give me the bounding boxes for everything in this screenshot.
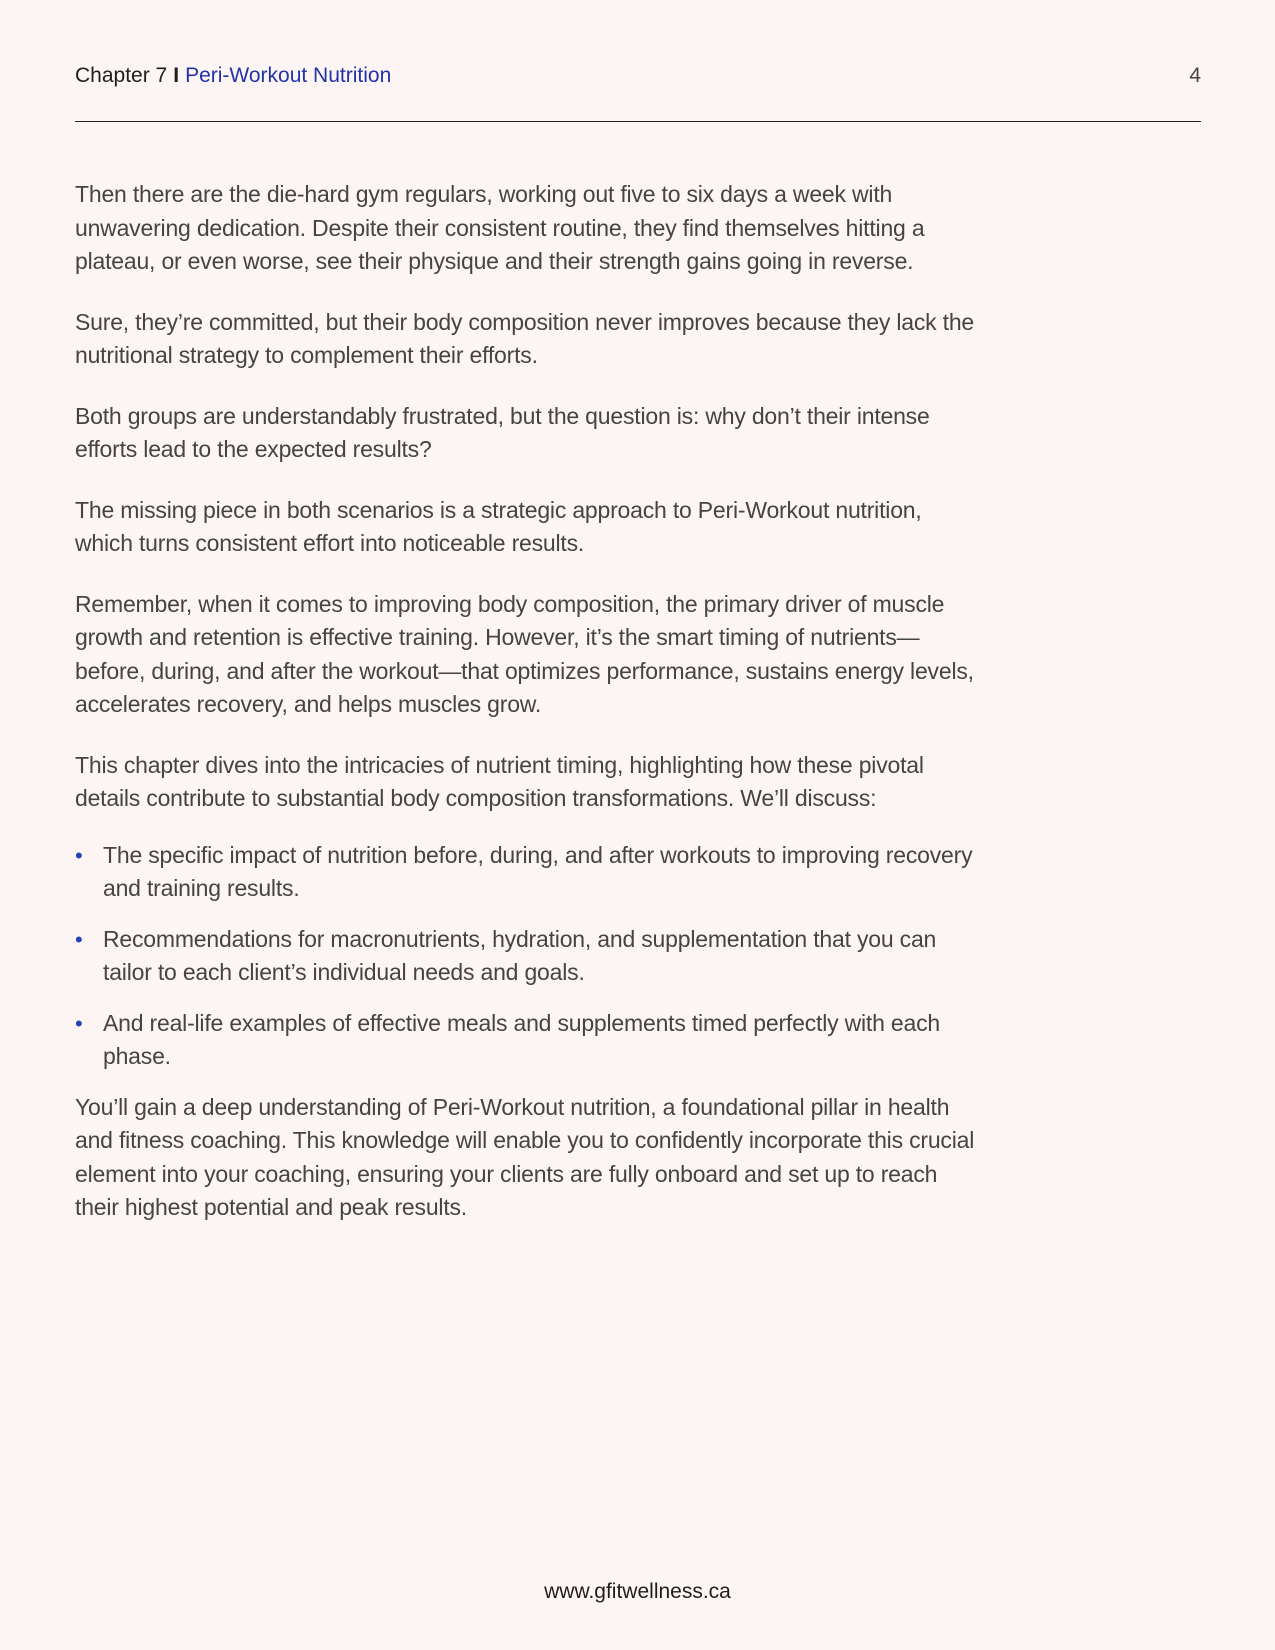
paragraph: Remember, when it comes to improving body composition, the primary driver of muscle growth and retention is effective training. However, it’s the smart timing of nutrients— before, during, and after the workout—that optimizes performance, sustains energy levels, accelerates recovery, and helps muscles grow. xyxy=(75,590,974,717)
bullet-icon: • xyxy=(75,842,83,868)
chapter-label: Chapter 7 xyxy=(75,64,168,87)
paragraph: Both groups are understandably frustrated, but the question is: why don’t their intense efforts lead to the expected results? xyxy=(75,402,930,462)
list-item xyxy=(75,923,975,990)
chapter-title: Peri-Workout Nutrition xyxy=(185,64,392,87)
bullet-icon: • xyxy=(75,1010,83,1036)
closing-paragraph: You’ll gain a deep understanding of Peri-Workout nutrition, a foundational pillar in health and fitness coaching. This knowledge will enable you to confidently incorporate this crucial element into your coaching, ensuring your clients are fully onboard and set up to reach their highest potential and peak results. xyxy=(75,1093,975,1220)
list-item xyxy=(75,839,975,906)
header-divider xyxy=(75,121,1201,122)
body-content xyxy=(75,178,975,1252)
page-number: 4 xyxy=(1189,64,1201,87)
bullet-icon: • xyxy=(75,926,83,952)
list-item-text: The specific impact of nutrition before, during, and after workouts to improving recovery and training results. xyxy=(103,841,973,901)
list-item-text: Recommendations for macronutrients, hydration, and supplementation that you can tailor to each client’s individual needs and goals. xyxy=(103,925,937,985)
page-header xyxy=(75,62,1201,90)
list-item-text: And real-life examples of effective meals and supplements timed perfectly with each phase. xyxy=(103,1009,940,1069)
discussion-list xyxy=(75,839,975,1074)
list-item xyxy=(75,1007,975,1074)
paragraph: This chapter dives into the intricacies of nutrient timing, highlighting how these pivotal details contribute to substantial body composition transformations. We’ll discuss: xyxy=(75,751,924,811)
paragraph: Then there are the die-hard gym regulars, working out five to six days a week with unwavering dedication. Despite their consistent routine, they find themselves hitting a plateau, or even worse, see their physique and their strength gains going in reverse. xyxy=(75,181,925,274)
paragraph: The missing piece in both scenarios is a strategic approach to Peri-Workout nutrition, which turns consistent effort into noticeable results. xyxy=(75,496,922,556)
footer-website: www.gfitwellness.ca xyxy=(544,1580,731,1603)
header-separator: I xyxy=(173,64,180,87)
paragraph: Sure, they’re committed, but their body composition never improves because they lack the nutritional strategy to complement their efforts. xyxy=(75,308,975,368)
